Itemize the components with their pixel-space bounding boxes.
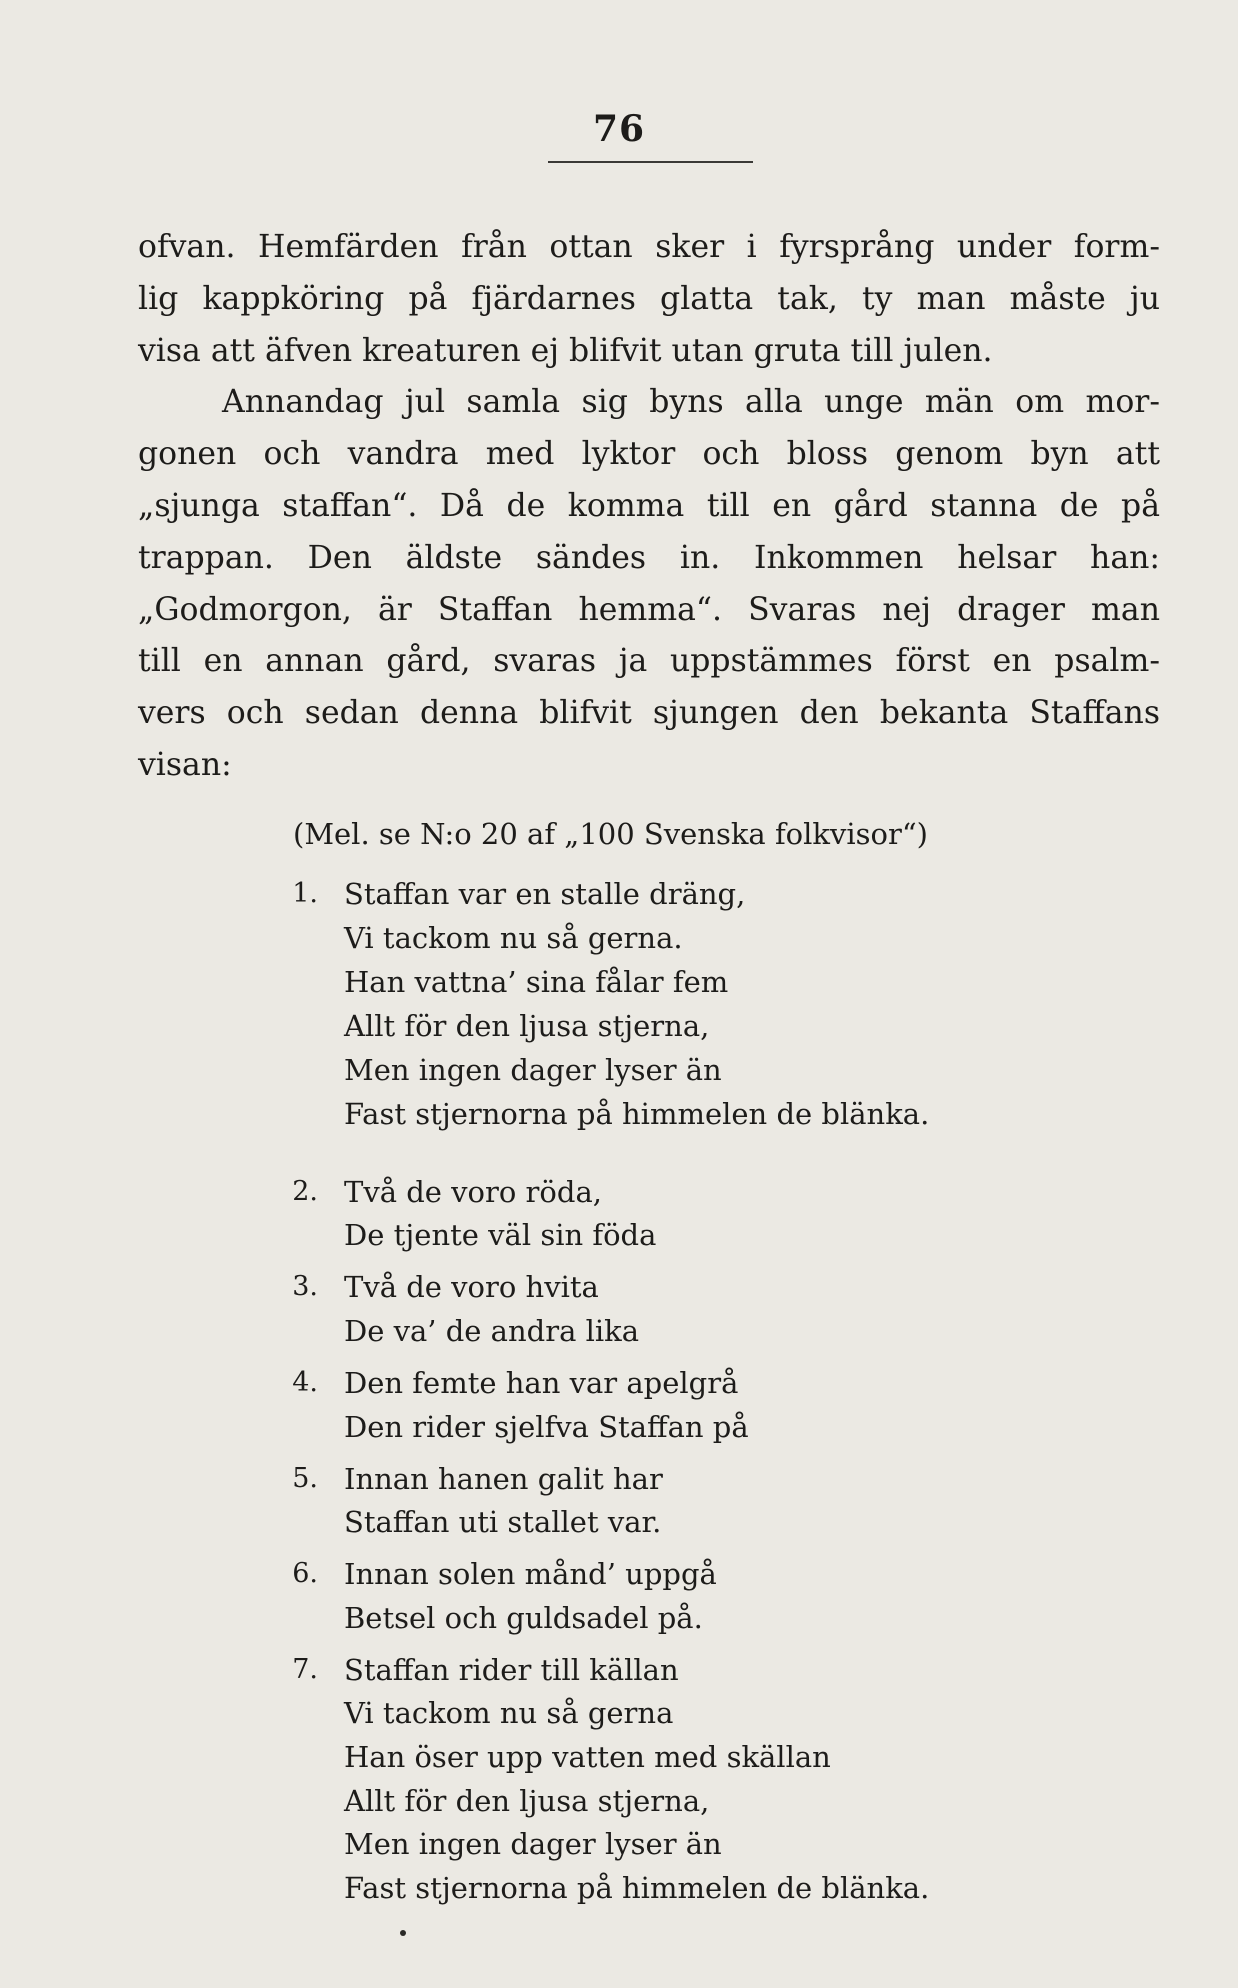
verse-line: Men ingen dager lyser än (344, 1053, 722, 1087)
ink-speck (400, 1930, 406, 1936)
verse-line: Innan solen månd’ uppgå (344, 1557, 717, 1591)
verse-line: De tjente väl sin föda (344, 1218, 657, 1252)
verse-number: 1. (292, 878, 318, 909)
prose-line: lig kappköring på fjärdarnes glatta tak, ty man måste ju (138, 280, 1160, 317)
verse-line: De va’ de andra lika (344, 1314, 639, 1348)
verse-number: 7. (292, 1654, 318, 1685)
verse-line: Den femte han var apelgrå (344, 1366, 739, 1400)
prose-line: gonen och vandra med lyktor och bloss genom byn att (138, 436, 1160, 473)
prose-line: „sjunga staffan“. Då de komma till en gård stanna de på (138, 487, 1160, 524)
verse-number: 2. (292, 1176, 318, 1207)
verse-line: Han öser upp vatten med skällan (344, 1740, 831, 1774)
melody-note: (Mel. se N:o 20 af „100 Svenska folkvisor“) (293, 817, 928, 851)
verse-line: Staffan rider till källan (344, 1653, 679, 1687)
prose-line: „Godmorgon, är Staffan hemma“. Svaras nej drager man (138, 591, 1160, 628)
verse-number: 4. (292, 1367, 318, 1398)
header-rule (548, 161, 753, 163)
prose-line: Annandag jul samla sig byns alla unge män om mor- (222, 384, 1160, 421)
verse-line: Allt för den ljusa stjerna, (344, 1784, 710, 1818)
page-number: 76 (592, 108, 646, 150)
verse-line: Han vattna’ sina fålar fem (344, 965, 729, 999)
verse-line: Vi tackom nu så gerna (344, 1696, 674, 1730)
verse-line: Fast stjernorna på himmelen de blänka. (344, 1097, 930, 1131)
verse-line: Två de voro hvita (344, 1270, 599, 1304)
verse-number: 3. (292, 1271, 318, 1302)
prose-paragraph (138, 222, 1160, 792)
prose-line: till en annan gård, svaras ja uppstämmes först en psalm- (138, 643, 1160, 680)
prose-line: vers och sedan denna blifvit sjungen den bekanta Staffans (138, 695, 1160, 732)
verse-line: Innan hanen galit har (344, 1462, 663, 1496)
verse-line: Två de voro röda, (344, 1175, 602, 1209)
verse-line: Staffan var en stalle dräng, (344, 877, 746, 911)
verse-line: Men ingen dager lyser än (344, 1827, 722, 1861)
verse-line: Staffan uti stallet var. (344, 1505, 662, 1539)
verse-line: Den rider sjelfva Staffan på (344, 1410, 749, 1444)
verse-line: Betsel och guldsadel på. (344, 1601, 703, 1635)
verse-line: Fast stjernorna på himmelen de blänka. (344, 1871, 930, 1905)
verse-number: 5. (292, 1463, 318, 1494)
prose-line: visa att äfven kreaturen ej blifvit utan gruta till julen. (138, 332, 993, 369)
verse-number: 6. (292, 1558, 318, 1589)
prose-line: trappan. Den äldste sändes in. Inkommen helsar han: (138, 539, 1160, 576)
prose-line: ofvan. Hemfärden från ottan sker i fyrsprång under form- (138, 229, 1160, 265)
prose-line: visan: (138, 746, 232, 783)
verse-line: Allt för den ljusa stjerna, (344, 1009, 710, 1043)
verse-line: Vi tackom nu så gerna. (344, 921, 683, 955)
